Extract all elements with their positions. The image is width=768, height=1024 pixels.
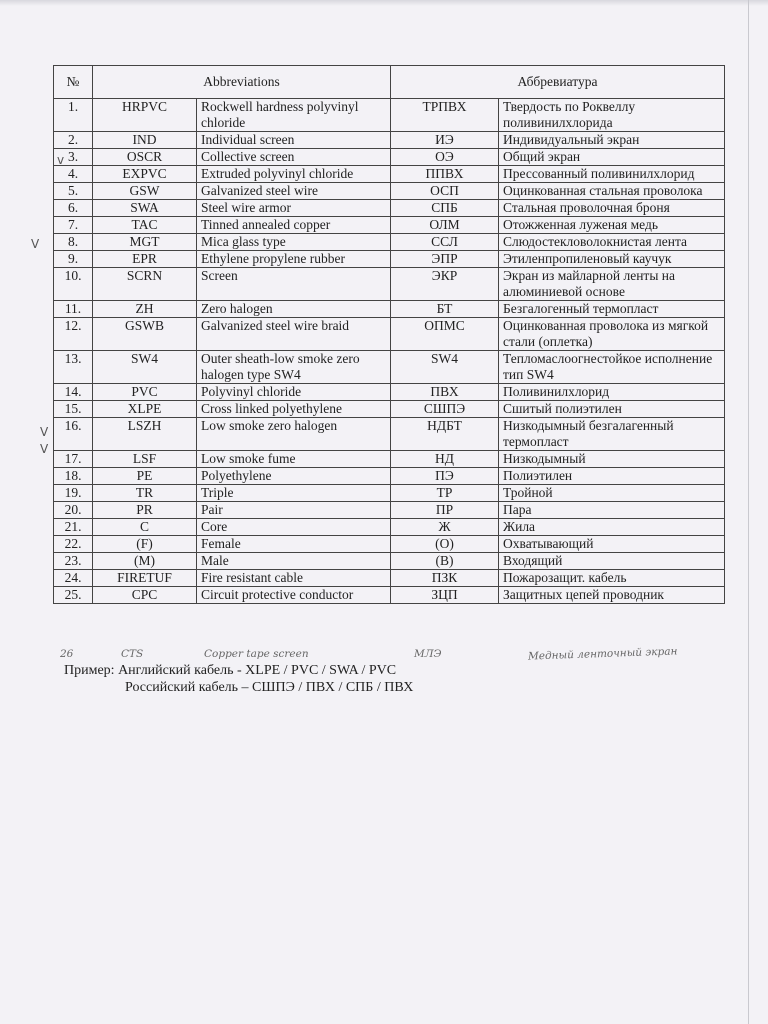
table-row: [54, 587, 725, 604]
row-number: 16.: [54, 418, 93, 451]
row-russian-code: ИЭ: [391, 132, 499, 149]
row-english: Low smoke zero halogen: [197, 418, 391, 451]
row-russian: Безгалогенный термопласт: [499, 301, 725, 318]
table-row: [54, 418, 725, 451]
row-number: 6.: [54, 200, 93, 217]
handwritten-english: Copper tape screen: [204, 648, 309, 660]
row-code: SW4: [93, 351, 197, 384]
row-english: Mica glass type: [197, 234, 391, 251]
row-code: ZH: [93, 301, 197, 318]
table-row: [54, 485, 725, 502]
table-row: [54, 183, 725, 200]
example-russian-cable: Российский кабель – СШПЭ / ПВХ / СПБ / ПВХ: [125, 680, 414, 695]
row-russian-code: ОПМС: [391, 318, 499, 351]
table-row: [54, 536, 725, 553]
row-russian-code: ОЛМ: [391, 217, 499, 234]
table-row: [54, 251, 725, 268]
handwritten-russian-code: МЛЭ: [414, 648, 442, 660]
header-number: №: [54, 66, 93, 99]
row-code: LSZH: [93, 418, 197, 451]
scan-top-edge: [0, 0, 768, 6]
row-english: Tinned annealed copper: [197, 217, 391, 234]
table-row: [54, 570, 725, 587]
row-russian: Индивидуальный экран: [499, 132, 725, 149]
row-russian: Слюдостекловолокнистая лента: [499, 234, 725, 251]
row-russian: Защитных цепей проводник: [499, 587, 725, 604]
table-row: [54, 401, 725, 418]
row-code: FIRETUF: [93, 570, 197, 587]
row-russian: Оцинкованная стальная проволока: [499, 183, 725, 200]
row-russian-code: ЭКР: [391, 268, 499, 301]
row-russian-code: ТР: [391, 485, 499, 502]
row-number: 1.: [54, 99, 93, 132]
row-russian: Этиленпропиленовый каучук: [499, 251, 725, 268]
header-russian: Аббревиатура: [391, 66, 725, 99]
row-english: Cross linked polyethylene: [197, 401, 391, 418]
row-russian: Оцинкованная проволока из мягкой стали (оплетка): [499, 318, 725, 351]
header-abbreviations: Abbreviations: [93, 66, 391, 99]
row-russian-code: ПВХ: [391, 384, 499, 401]
row-russian: Сшитый полиэтилен: [499, 401, 725, 418]
row-english: Male: [197, 553, 391, 570]
row-russian: Входящий: [499, 553, 725, 570]
row-number: 12.: [54, 318, 93, 351]
row-russian-code: ЗЦП: [391, 587, 499, 604]
row-russian: Тройной: [499, 485, 725, 502]
row-russian-code: ПР: [391, 502, 499, 519]
row-number: 13.: [54, 351, 93, 384]
row-number: 5.: [54, 183, 93, 200]
row-code: OSCR: [93, 149, 197, 166]
row-russian-code: ЭПР: [391, 251, 499, 268]
row-number: 2.: [54, 132, 93, 149]
row-code: PE: [93, 468, 197, 485]
table-row: [54, 132, 725, 149]
row-code: GSW: [93, 183, 197, 200]
row-number: 15.: [54, 401, 93, 418]
row-number: 23.: [54, 553, 93, 570]
row-russian-code: ПЭ: [391, 468, 499, 485]
example-block: [64, 662, 413, 696]
row-code: C: [93, 519, 197, 536]
handwritten-code: CTS: [121, 648, 144, 660]
row-code: PR: [93, 502, 197, 519]
row-english: Zero halogen: [197, 301, 391, 318]
row-russian-code: НДБТ: [391, 418, 499, 451]
row-english: Galvanized steel wire braid: [197, 318, 391, 351]
table-row: [54, 318, 725, 351]
abbreviations-table: [53, 65, 725, 604]
row-number: 10.: [54, 268, 93, 301]
row-number: 11.: [54, 301, 93, 318]
row-english: Triple: [197, 485, 391, 502]
row-russian-code: ТРПВХ: [391, 99, 499, 132]
row-russian: Тепломаслоогнестойкое исполнение тип SW4: [499, 351, 725, 384]
table-row: [54, 553, 725, 570]
row-english: Female: [197, 536, 391, 553]
row-russian-code: СШПЭ: [391, 401, 499, 418]
row-code: (F): [93, 536, 197, 553]
row-code: CPC: [93, 587, 197, 604]
check-mark-row-14: V: [40, 425, 49, 439]
row-russian-code: ПЗК: [391, 570, 499, 587]
row-code: TAC: [93, 217, 197, 234]
table-row: [54, 99, 725, 132]
table-row: [54, 301, 725, 318]
row-russian-code: ОЭ: [391, 149, 499, 166]
row-english: Ethylene propylene rubber: [197, 251, 391, 268]
table-row: [54, 217, 725, 234]
row-russian: Стальная проволочная броня: [499, 200, 725, 217]
handwritten-number: 26: [60, 648, 74, 660]
row-russian-code: СПБ: [391, 200, 499, 217]
row-russian: Экран из майларной ленты на алюминиевой основе: [499, 268, 725, 301]
row-code: XLPE: [93, 401, 197, 418]
row-code: TR: [93, 485, 197, 502]
row-code: SWA: [93, 200, 197, 217]
table-row: [54, 234, 725, 251]
row-code: IND: [93, 132, 197, 149]
row-number: 25.: [54, 587, 93, 604]
row-code: (M): [93, 553, 197, 570]
row-english: Collective screen: [197, 149, 391, 166]
row-russian-code: ППВХ: [391, 166, 499, 183]
row-russian: Пожарозащит. кабель: [499, 570, 725, 587]
row-code: MGT: [93, 234, 197, 251]
row-russian-code: НД: [391, 451, 499, 468]
row-russian: Общий экран: [499, 149, 725, 166]
row-english: Rockwell hardness polyvinyl chloride: [197, 99, 391, 132]
row-number: 19.: [54, 485, 93, 502]
row-code: PVC: [93, 384, 197, 401]
row-code: EPR: [93, 251, 197, 268]
row-russian: Твердость по Роквеллу поливинилхлорида: [499, 99, 725, 132]
row-russian-code: ОСП: [391, 183, 499, 200]
row-number: 3.: [54, 149, 93, 166]
table-body: [54, 99, 725, 604]
row-russian: Пара: [499, 502, 725, 519]
row-number: 7.: [54, 217, 93, 234]
table-row: [54, 200, 725, 217]
table-row: [54, 166, 725, 183]
row-russian-code: SW4: [391, 351, 499, 384]
row-russian: Низкодымный: [499, 451, 725, 468]
row-russian-code: ССЛ: [391, 234, 499, 251]
row-number: 4.: [54, 166, 93, 183]
row-russian: Охватывающий: [499, 536, 725, 553]
table-row: [54, 351, 725, 384]
row-english: Steel wire armor: [197, 200, 391, 217]
row-russian: Отожженная луженая медь: [499, 217, 725, 234]
row-english: Polyethylene: [197, 468, 391, 485]
row-english: Extruded polyvinyl chloride: [197, 166, 391, 183]
table-row: [54, 268, 725, 301]
table-row: [54, 468, 725, 485]
row-english: Pair: [197, 502, 391, 519]
row-english: Core: [197, 519, 391, 536]
row-russian: Жила: [499, 519, 725, 536]
row-russian-code: БТ: [391, 301, 499, 318]
example-english-cable: Пример: Английский кабель - XLPE / PVC / SWA / PVC: [64, 663, 397, 678]
row-english: Outer sheath-low smoke zero halogen type SW4: [197, 351, 391, 384]
row-russian: Поливинилхлорид: [499, 384, 725, 401]
row-number: 14.: [54, 384, 93, 401]
row-number: 24.: [54, 570, 93, 587]
row-code: GSWB: [93, 318, 197, 351]
row-english: Polyvinyl chloride: [197, 384, 391, 401]
row-russian: Полиэтилен: [499, 468, 725, 485]
table-row: [54, 519, 725, 536]
check-mark-row-3: v: [57, 153, 65, 167]
row-russian: Низкодымный безгалагенный термопласт: [499, 418, 725, 451]
row-number: 21.: [54, 519, 93, 536]
row-code: EXPVC: [93, 166, 197, 183]
row-english: Individual screen: [197, 132, 391, 149]
row-number: 22.: [54, 536, 93, 553]
table-row: [54, 149, 725, 166]
check-mark-row-15: V: [40, 442, 49, 456]
row-number: 9.: [54, 251, 93, 268]
row-russian-code: Ж: [391, 519, 499, 536]
check-mark-row-6: V: [31, 237, 40, 251]
scan-page-edge: [748, 0, 749, 1024]
table-row: [54, 451, 725, 468]
row-english: Fire resistant cable: [197, 570, 391, 587]
row-english: Galvanized steel wire: [197, 183, 391, 200]
row-russian-code: (О): [391, 536, 499, 553]
row-code: HRPVC: [93, 99, 197, 132]
row-code: SCRN: [93, 268, 197, 301]
table-header-row: [54, 66, 725, 99]
row-number: 20.: [54, 502, 93, 519]
table-row: [54, 502, 725, 519]
row-english: Screen: [197, 268, 391, 301]
row-number: 17.: [54, 451, 93, 468]
handwritten-russian: Медный ленточный экран: [527, 645, 678, 663]
row-number: 8.: [54, 234, 93, 251]
row-russian-code: (В): [391, 553, 499, 570]
row-russian: Прессованный поливинилхлорид: [499, 166, 725, 183]
table-row: [54, 384, 725, 401]
row-english: Low smoke fume: [197, 451, 391, 468]
row-english: Circuit protective conductor: [197, 587, 391, 604]
row-code: LSF: [93, 451, 197, 468]
row-number: 18.: [54, 468, 93, 485]
